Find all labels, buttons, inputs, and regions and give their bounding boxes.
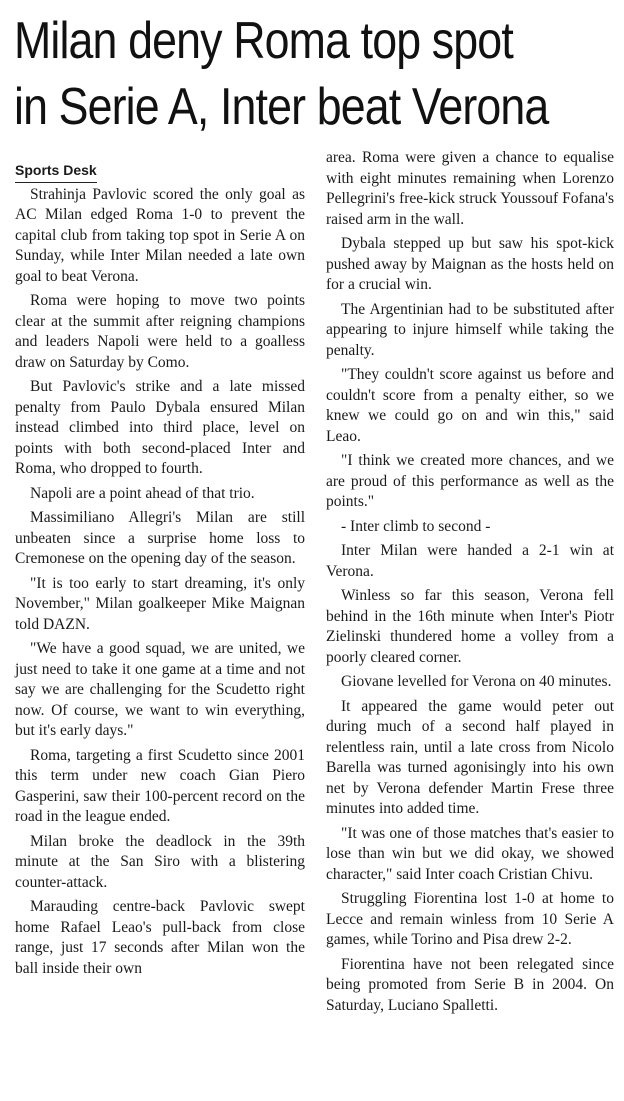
paragraph: But Pavlovic's strike and a late missed penalty from Paulo Dybala ensured Milan instead climbed into third place, level on points with both second-placed Inter and Roma, who dropped to fourth.	[15, 378, 305, 477]
paragraph: Struggling Fiorentina lost 1-0 at home to Lecce and remain winless from 10 Serie A games, while Torino and Pisa drew 2-2.	[326, 890, 614, 948]
right-column	[326, 148, 614, 1020]
paragraph: Dybala stepped up but saw his spot-kick pushed away by Maignan as the hosts held on for a crucial win.	[326, 235, 614, 293]
subheading: - Inter climb to second -	[341, 517, 491, 535]
paragraph: Massimiliano Allegri's Milan are still unbeaten since a surprise home loss to Cremonese on the opening day of the season.	[15, 509, 305, 567]
paragraph: The Argentinian had to be substituted after appearing to injure himself while taking the penalty.	[326, 300, 614, 359]
paragraph: Inter Milan were handed a 2-1 win at Verona.	[326, 542, 614, 580]
paragraph: Winless so far this season, Verona fell behind in the 16th minute when Inter's Piotr Zielinski thundered home a volley from a poorly cleared corner.	[326, 587, 614, 666]
byline: Sports Desk	[15, 160, 97, 183]
paragraph: Roma were hoping to move two points clear at the summit after reigning champions and leaders Napoli were held to a goalless draw on Saturday by Como.	[15, 292, 305, 371]
paragraph: Roma, targeting a first Scudetto since 2001 this term under new coach Gian Piero Gasperini, saw their 100-percent record on the road in the league ended.	[15, 746, 305, 825]
paragraph: "It was one of those matches that's easier to lose than win but we did okay, we showed character," said Inter coach Cristian Chivu.	[326, 824, 614, 883]
paragraph: "It is too early to start dreaming, it's only November," Milan goalkeeper Mike Maignan told DAZN.	[15, 574, 305, 633]
paragraph: Marauding centre-back Pavlovic swept home Rafael Leao's pull-back from close range, just 17 seconds after Milan won the ball inside their own	[15, 898, 305, 977]
paragraph: Milan broke the deadlock in the 39th minute at the San Siro with a blistering counter-attack.	[15, 832, 305, 891]
headline	[14, 8, 549, 140]
paragraph: "They couldn't score against us before and couldn't score from a penalty either, so we knew we could go on and win this," said Leao.	[326, 366, 614, 445]
paragraph: "I think we created more chances, and we are proud of this performance as well as the points."	[326, 452, 614, 510]
headline-line-2: in Serie A, Inter beat Verona	[14, 78, 549, 136]
paragraph: Fiorentina have not been relegated since being promoted from Serie B in 2004. On Saturday, Luciano Spalletti.	[326, 955, 614, 1014]
left-column	[15, 160, 305, 983]
paragraph: It appeared the game would peter out during much of a second half played in relentless rain, until a late cross from Nicolo Barella was turned agonisingly into his own net by Verona defender Martin Frese three minutes into added time.	[326, 697, 614, 817]
paragraph: Napoli are a point ahead of that trio.	[30, 484, 255, 502]
paragraph: "We have a good squad, we are united, we just need to take it one game at a time and not say we are challenging for the Scudetto right now. Of course, we want to win everything, but it's early days."	[15, 640, 305, 739]
headline-line-1: Milan deny Roma top spot	[14, 12, 513, 70]
paragraph-continuation: area. Roma were given a chance to equalise with eight minutes remaining when Lorenzo Pellegrini's free-kick struck Youssouf Fofana's raised arm in the wall.	[326, 149, 614, 228]
paragraph: Strahinja Pavlovic scored the only goal as AC Milan edged Roma 1-0 to prevent the capital club from taking top spot in Serie A on Sunday, while Inter Milan needed a late own goal to beat Verona.	[15, 185, 305, 285]
paragraph: Giovane levelled for Verona on 40 minutes.	[341, 673, 612, 690]
